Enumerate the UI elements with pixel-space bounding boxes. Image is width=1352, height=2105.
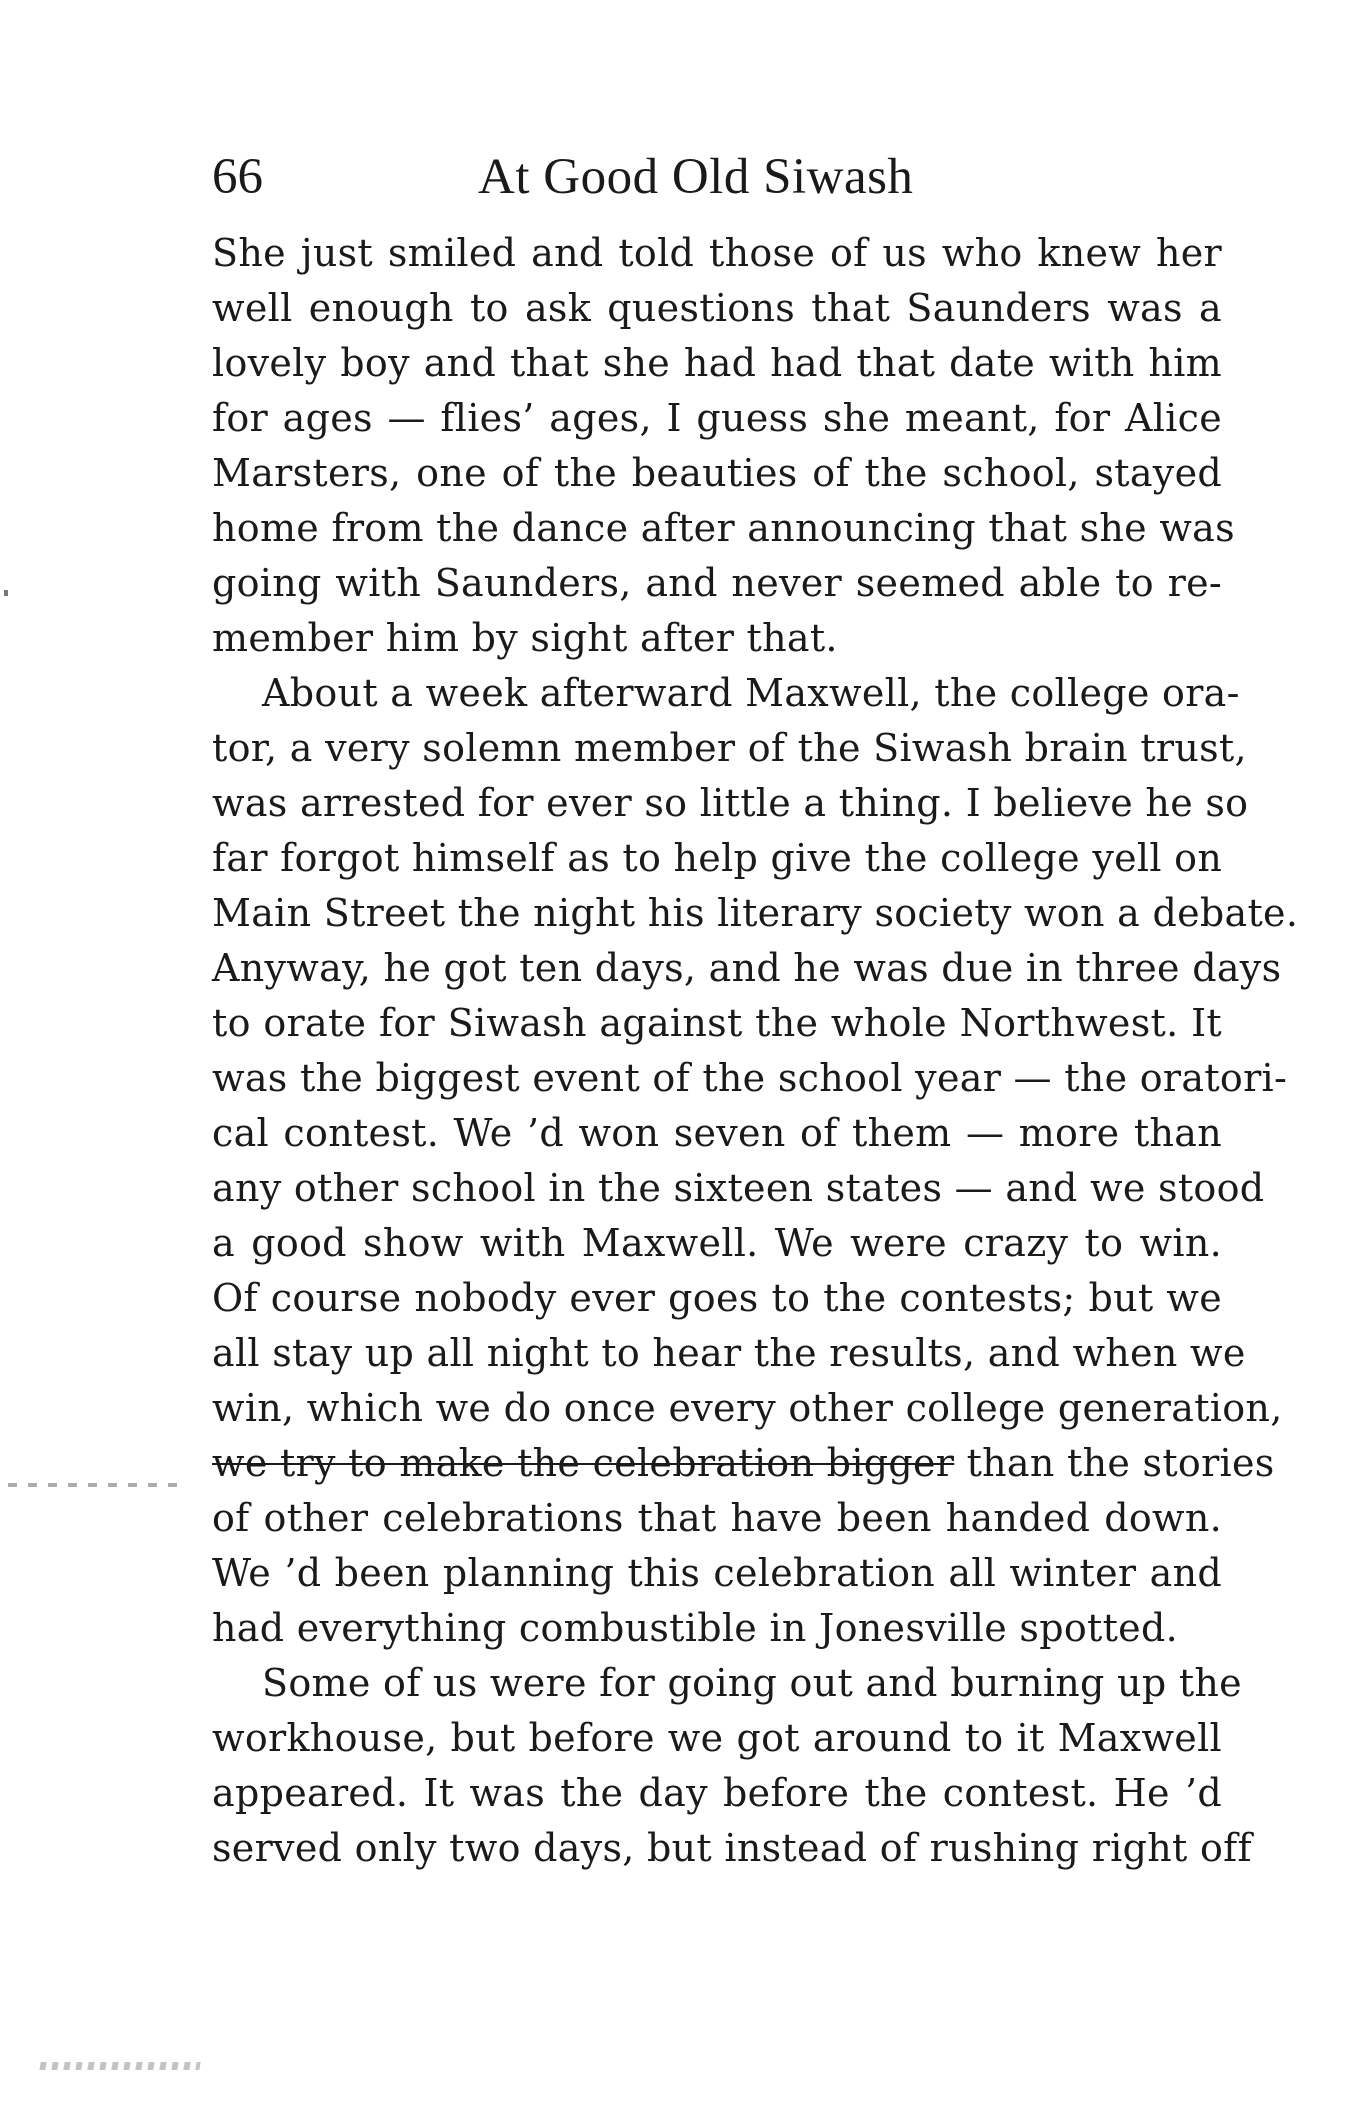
text-line: Some of us were for going out and burning up the xyxy=(262,1661,1242,1705)
text-line: all stay up all night to hear the results, and when we xyxy=(212,1331,1246,1375)
text-after-strike: than the stories xyxy=(954,1441,1275,1485)
text-line: well enough to ask questions that Saunders was a xyxy=(212,286,1222,330)
paragraph-1 xyxy=(212,226,1235,666)
text-line: Anyway, he got ten days, and he was due in three days xyxy=(212,946,1282,990)
text-line: workhouse, but before we got around to it Maxwell xyxy=(212,1716,1222,1760)
scan-artifact xyxy=(39,2062,200,2070)
running-title: At Good Old Siwash xyxy=(478,149,914,205)
text-line: to orate for Siwash against the whole Northwest. It xyxy=(212,1001,1222,1045)
text-line: had everything combustible in Jonesville spotted. xyxy=(212,1606,1178,1650)
struck-text-line xyxy=(212,1436,1275,1491)
text-line: far forgot himself as to help give the college yell on xyxy=(212,836,1223,880)
body-text xyxy=(212,226,1299,1876)
text-line: cal contest. We ’d won seven of them — more than xyxy=(212,1111,1222,1155)
text-line: We ’d been planning this celebration all winter and xyxy=(212,1551,1222,1595)
text-line: Of course nobody ever goes to the contests; but we xyxy=(212,1276,1222,1320)
text-line: of other celebrations that have been handed down. xyxy=(212,1496,1222,1540)
text-line: She just smiled and told those of us who knew her xyxy=(212,231,1222,275)
paragraph-3 xyxy=(212,1656,1252,1876)
text-line: was the biggest event of the school year — the oratori- xyxy=(212,1056,1288,1100)
running-head xyxy=(212,142,1222,212)
text-line: was arrested for ever so little a thing. I believe he so xyxy=(212,781,1249,825)
margin-tick-mark xyxy=(4,590,8,596)
text-line: served only two days, but instead of rushing right off xyxy=(212,1826,1252,1870)
margin-dash-mark xyxy=(8,1483,183,1487)
text-line: member him by sight after that. xyxy=(212,616,838,660)
text-line: About a week afterward Maxwell, the college ora- xyxy=(262,671,1240,715)
paragraph-2 xyxy=(212,666,1299,1656)
struck-through-text: we try to make the celebration bigger xyxy=(212,1441,955,1485)
text-line: appeared. It was the day before the contest. He ’d xyxy=(212,1771,1222,1815)
text-line: tor, a very solemn member of the Siwash brain trust, xyxy=(212,726,1247,770)
page-number: 66 xyxy=(212,149,263,205)
text-line: for ages — flies’ ages, I guess she meant, for Alice xyxy=(212,396,1222,440)
text-line: win, which we do once every other college generation, xyxy=(212,1386,1283,1430)
text-line: any other school in the sixteen states — and we stood xyxy=(212,1166,1265,1210)
text-line: going with Saunders, and never seemed able to re- xyxy=(212,561,1222,605)
text-line: lovely boy and that she had had that date with him xyxy=(212,341,1222,385)
text-line: home from the dance after announcing that she was xyxy=(212,506,1235,550)
text-line: a good show with Maxwell. We were crazy to win. xyxy=(212,1221,1222,1265)
text-line: Main Street the night his literary society won a debate. xyxy=(212,891,1299,935)
text-line: Marsters, one of the beauties of the school, stayed xyxy=(212,451,1222,495)
